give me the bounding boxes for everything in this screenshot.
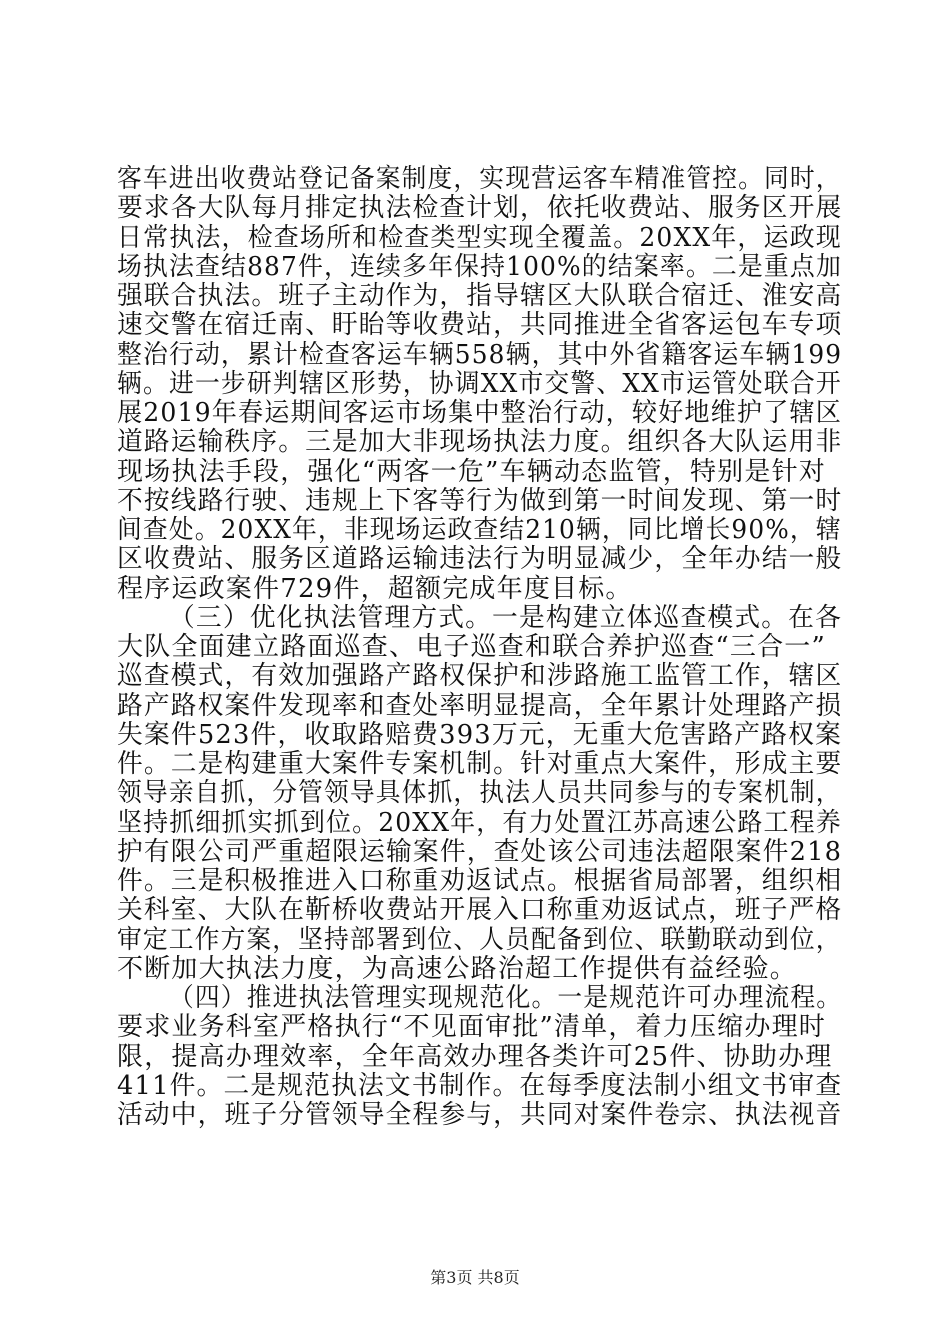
text-line: 日常执法，检查场所和检查类型实现全覆盖。20XX年，运政现 [117,222,842,253]
text-line: 失案件523件，收取路赔费393万元，无重大危害路产路权案 [117,719,843,750]
text-line: 路产路权案件发现率和查处率明显提高，全年累计处理路产损 [117,690,843,721]
text-line: 道路运输秩序。三是加大非现场执法力度。组织各大队运用非 [117,427,843,458]
text-line: 件。三是积极推进入口称重劝返试点。根据省局部署，组织相 [117,866,843,896]
text-line: 要求业务科室严格执行“不见面审批”清单，着力压缩办理时 [117,1012,826,1043]
text-line: 件。二是构建重大案件专案机制。针对重点大案件，形成主要 [117,749,843,779]
text-line: （四）推进执法管理实现规范化。一是规范许可办理流程。 [169,983,843,1013]
text-line: 速交警在宿迁南、盱眙等收费站，共同推进全省客运包车专项 [117,310,843,341]
text-line: 区收费站、服务区道路运输违法行为明显减少，全年办结一般 [117,544,843,575]
text-line: 间查处。20XX年，非现场运政查结210辆，同比增长90%，辖 [117,515,842,545]
text-line: 强联合执法。班子主动作为，指导辖区大队联合宿迁、淮安高 [117,281,843,311]
text-line: 411件。二是规范执法文书制作。在每季度法制小组文书审查 [117,1070,843,1101]
text-line: 领导亲自抓，分管领导具体抓，执法人员共同参与的专案机制， [117,778,842,809]
page-footer: 第3页 共8页 [430,1268,520,1287]
text-line: 大队全面建立路面巡查、电子巡查和联合养护巡查“三合一” [117,632,826,662]
text-line: 辆。进一步研判辖区形势，协调XX市交警、XX市运管处联合开 [117,368,842,399]
text-line: 活动中，班子分管领导全程参与，共同对案件卷宗、执法视音 [117,1100,843,1130]
text-line: 现场执法手段，强化“两客一危”车辆动态监管，特别是针对 [117,456,826,487]
text-line: 不按线路行驶、违规上下客等行为做到第一时间发现、第一时 [117,485,843,516]
text-line: 巡查模式，有效加强路产路权保护和涉路施工监管工作，辖区 [117,661,843,692]
text-line: 程序运政案件729件，超额完成年度目标。 [117,573,633,604]
text-line: 整治行动，累计检查客运车辆558辆，其中外省籍客运车辆199 [117,339,843,370]
text-line: 护有限公司严重超限运输案件，查处该公司违法超限案件218 [117,836,843,867]
text-line: 不断加大执法力度，为高速公路治超工作提供有益经验。 [117,953,798,984]
text-line: 坚持抓细抓实抓到位。20XX年，有力处置江苏高速公路工程养 [117,807,842,838]
text-line: 限，提高办理效率，全年高效办理各类许可25件、协助办理 [117,1041,833,1072]
text-line: 关科室、大队在靳桥收费站开展入口称重劝返试点，班子严格 [117,895,843,926]
text-line: （三）优化执法管理方式。一是构建立体巡查模式。在各 [169,602,843,633]
text-line: 要求各大队每月排定执法检查计划，依托收费站、服务区开展 [117,193,843,224]
text-line: 客车进出收费站登记备案制度，实现营运客车精准管控。同时， [117,164,842,194]
text-line: 审定工作方案，坚持部署到位、人员配备到位、联勤联动到位， [117,924,842,955]
text-line: 场执法查结887件，连续多年保持100%的结案率。二是重点加 [117,251,842,282]
text-line: 展2019年春运期间客运市场集中整治行动，较好地维护了辖区 [117,398,842,428]
